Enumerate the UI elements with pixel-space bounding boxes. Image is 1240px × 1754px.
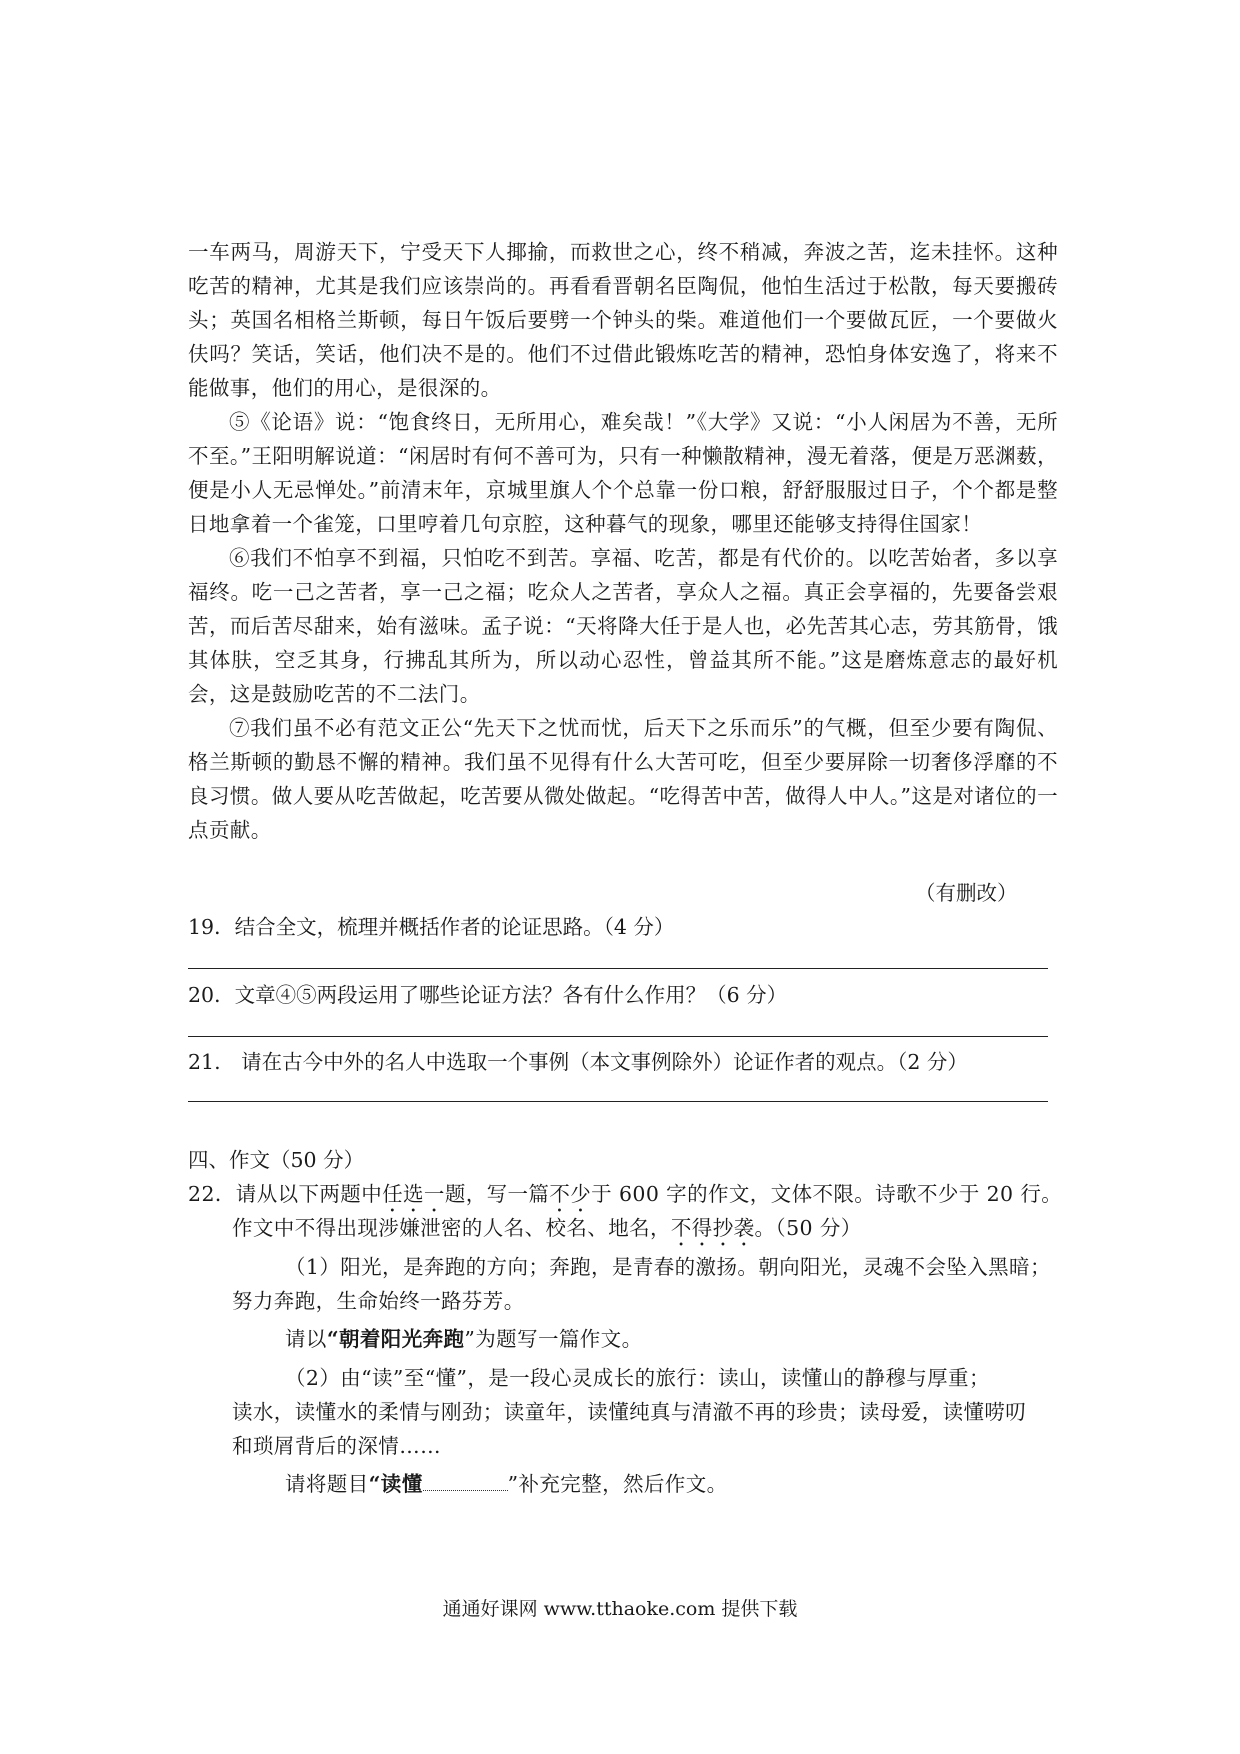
option-1-prompt-b: ”为题写一篇作文。 (464, 1327, 643, 1351)
question-22-number: 22． (188, 1182, 236, 1206)
answer-line-20[interactable] (188, 1036, 1048, 1037)
q22-emphasis-2: 不少 (549, 1182, 592, 1206)
option-1-prompt (285, 1322, 643, 1356)
source-note: （有删改） (915, 881, 1018, 905)
paragraph-5: ⑤《论语》说：“饱食终日，无所用心，难矣哉！”《大学》又说：“小人闲居为不善，无所不至。”王阳明解说道：“闲居时有何不善可为，只有一种懒散精神，漫无着落，便是万恶渊薮，便是小人无忌惮处。”前清末年，京城里旗人个个总靠一份口粮，舒舒服服过日子，个个都是整日地拿着一个雀笼，口里哼着几句京腔，这种暮气的现象，哪里还能够支持得住国家！ (188, 410, 1058, 536)
option-1-title: “朝着阳光奔跑 (326, 1327, 465, 1351)
article-body (188, 235, 1058, 847)
q22-text-c: 于 600 字的作文，文体不限。诗歌不少于 20 行。 (591, 1182, 1063, 1206)
question-21: 21. 请在古今中外的名人中选取一个事例（本文事例除外）论证作者的观点。（2 分） (188, 1050, 968, 1074)
q22-line2-text-b: 。（50 分） (754, 1216, 862, 1240)
option-2-text-line1: （2）由“读”至“懂”，是一段心灵成长的旅行：读山，读懂山的静穆与厚重； (285, 1366, 990, 1390)
fill-in-blank[interactable] (423, 1470, 508, 1491)
option-2-title: “读懂 (368, 1472, 423, 1496)
q22-emphasis-1: 任选一 (382, 1182, 445, 1206)
option-2-text-line3: 和琐屑背后的深情…… (232, 1434, 441, 1458)
answer-line-19[interactable] (188, 968, 1048, 969)
q22-emphasis-3: 不得抄袭 (670, 1216, 755, 1240)
option-1-prompt-a: 请以 (285, 1327, 327, 1351)
option-2-prompt-a: 请将题目 (285, 1472, 369, 1496)
question-22-line2 (232, 1211, 862, 1251)
question-20: 20．文章④⑤两段运用了哪些论证方法？各有什么作用？（6 分） (188, 983, 788, 1007)
option-2-prompt (285, 1467, 728, 1501)
question-19: 19．结合全文，梳理并概括作者的论证思路。（4 分） (188, 915, 675, 939)
option-2-text-line2: 读水，读懂水的柔情与刚劲；读童年，读懂纯真与清澈不再的珍贵；读母爱，读懂唠叨 (232, 1400, 1027, 1424)
option-1-text-line2: 努力奔跑，生命始终一路芬芳。 (232, 1289, 525, 1313)
q22-text-a: 请从以下两题中 (235, 1182, 383, 1206)
paragraph-6: ⑥我们不怕享不到福，只怕吃不到苦。享福、吃苦，都是有代价的。以吃苦始者，多以享福终。吃一己之苦者，享一己之福；吃众人之苦者，享众人之福。真正会享福的，先要备尝艰苦，而后苦尽甜来，始有滋味。孟子说：“天将降大任于是人也，必先苦其心志，劳其筋骨，饿其体肤，空乏其身，行拂乱其所为，所以动心忍性，曾益其所不能。”这是磨炼意志的最好机会，这是鼓励吃苦的不二法门。 (188, 546, 1058, 706)
paragraph-7: ⑦我们虽不必有范文正公“先天下之忧而忧，后天下之乐而乐”的气概，但至少要有陶侃、格兰斯顿的勤恳不懈的精神。我们虽不见得有什么大苦可吃，但至少要屏除一切奢侈浮靡的不良习惯。做人要从吃苦做起，吃苦要从微处做起。“吃得苦中苦，做得人中人。”这是对诸位的一点贡献。 (188, 716, 1058, 842)
q22-text-b: 题，写一篇 (444, 1182, 550, 1206)
page-footer: 通通好课网 www.tthaoke.com 提供下载 (442, 1598, 798, 1620)
answer-line-21[interactable] (188, 1101, 1048, 1102)
q22-line2-text-a: 作文中不得出现涉嫌泄密的人名、校名、地名， (232, 1216, 671, 1240)
option-1-text-line1: （1）阳光，是奔跑的方向；奔跑，是青春的激扬。朝向阳光，灵魂不会坠入黑暗； (285, 1255, 1051, 1279)
paragraph-4-continued: 一车两马，周游天下，宁受天下人揶揄，而救世之心，终不稍减，奔波之苦，迄未挂怀。这种吃苦的精神，尤其是我们应该崇尚的。再看看晋朝名臣陶侃，他怕生活过于松散，每天要搬砖头；英国名相格兰斯顿，每日午饭后要劈一个钟头的柴。难道他们一个要做瓦匠，一个要做火伕吗？笑话，笑话，他们决不是的。他们不过借此锻炼吃苦的精神，恐怕身体安逸了，将来不能做事，他们的用心，是很深的。 (188, 240, 1058, 400)
section-title-essay: 四、作文（50 分） (188, 1148, 365, 1172)
option-2-prompt-b: ”补充完整，然后作文。 (507, 1472, 728, 1496)
